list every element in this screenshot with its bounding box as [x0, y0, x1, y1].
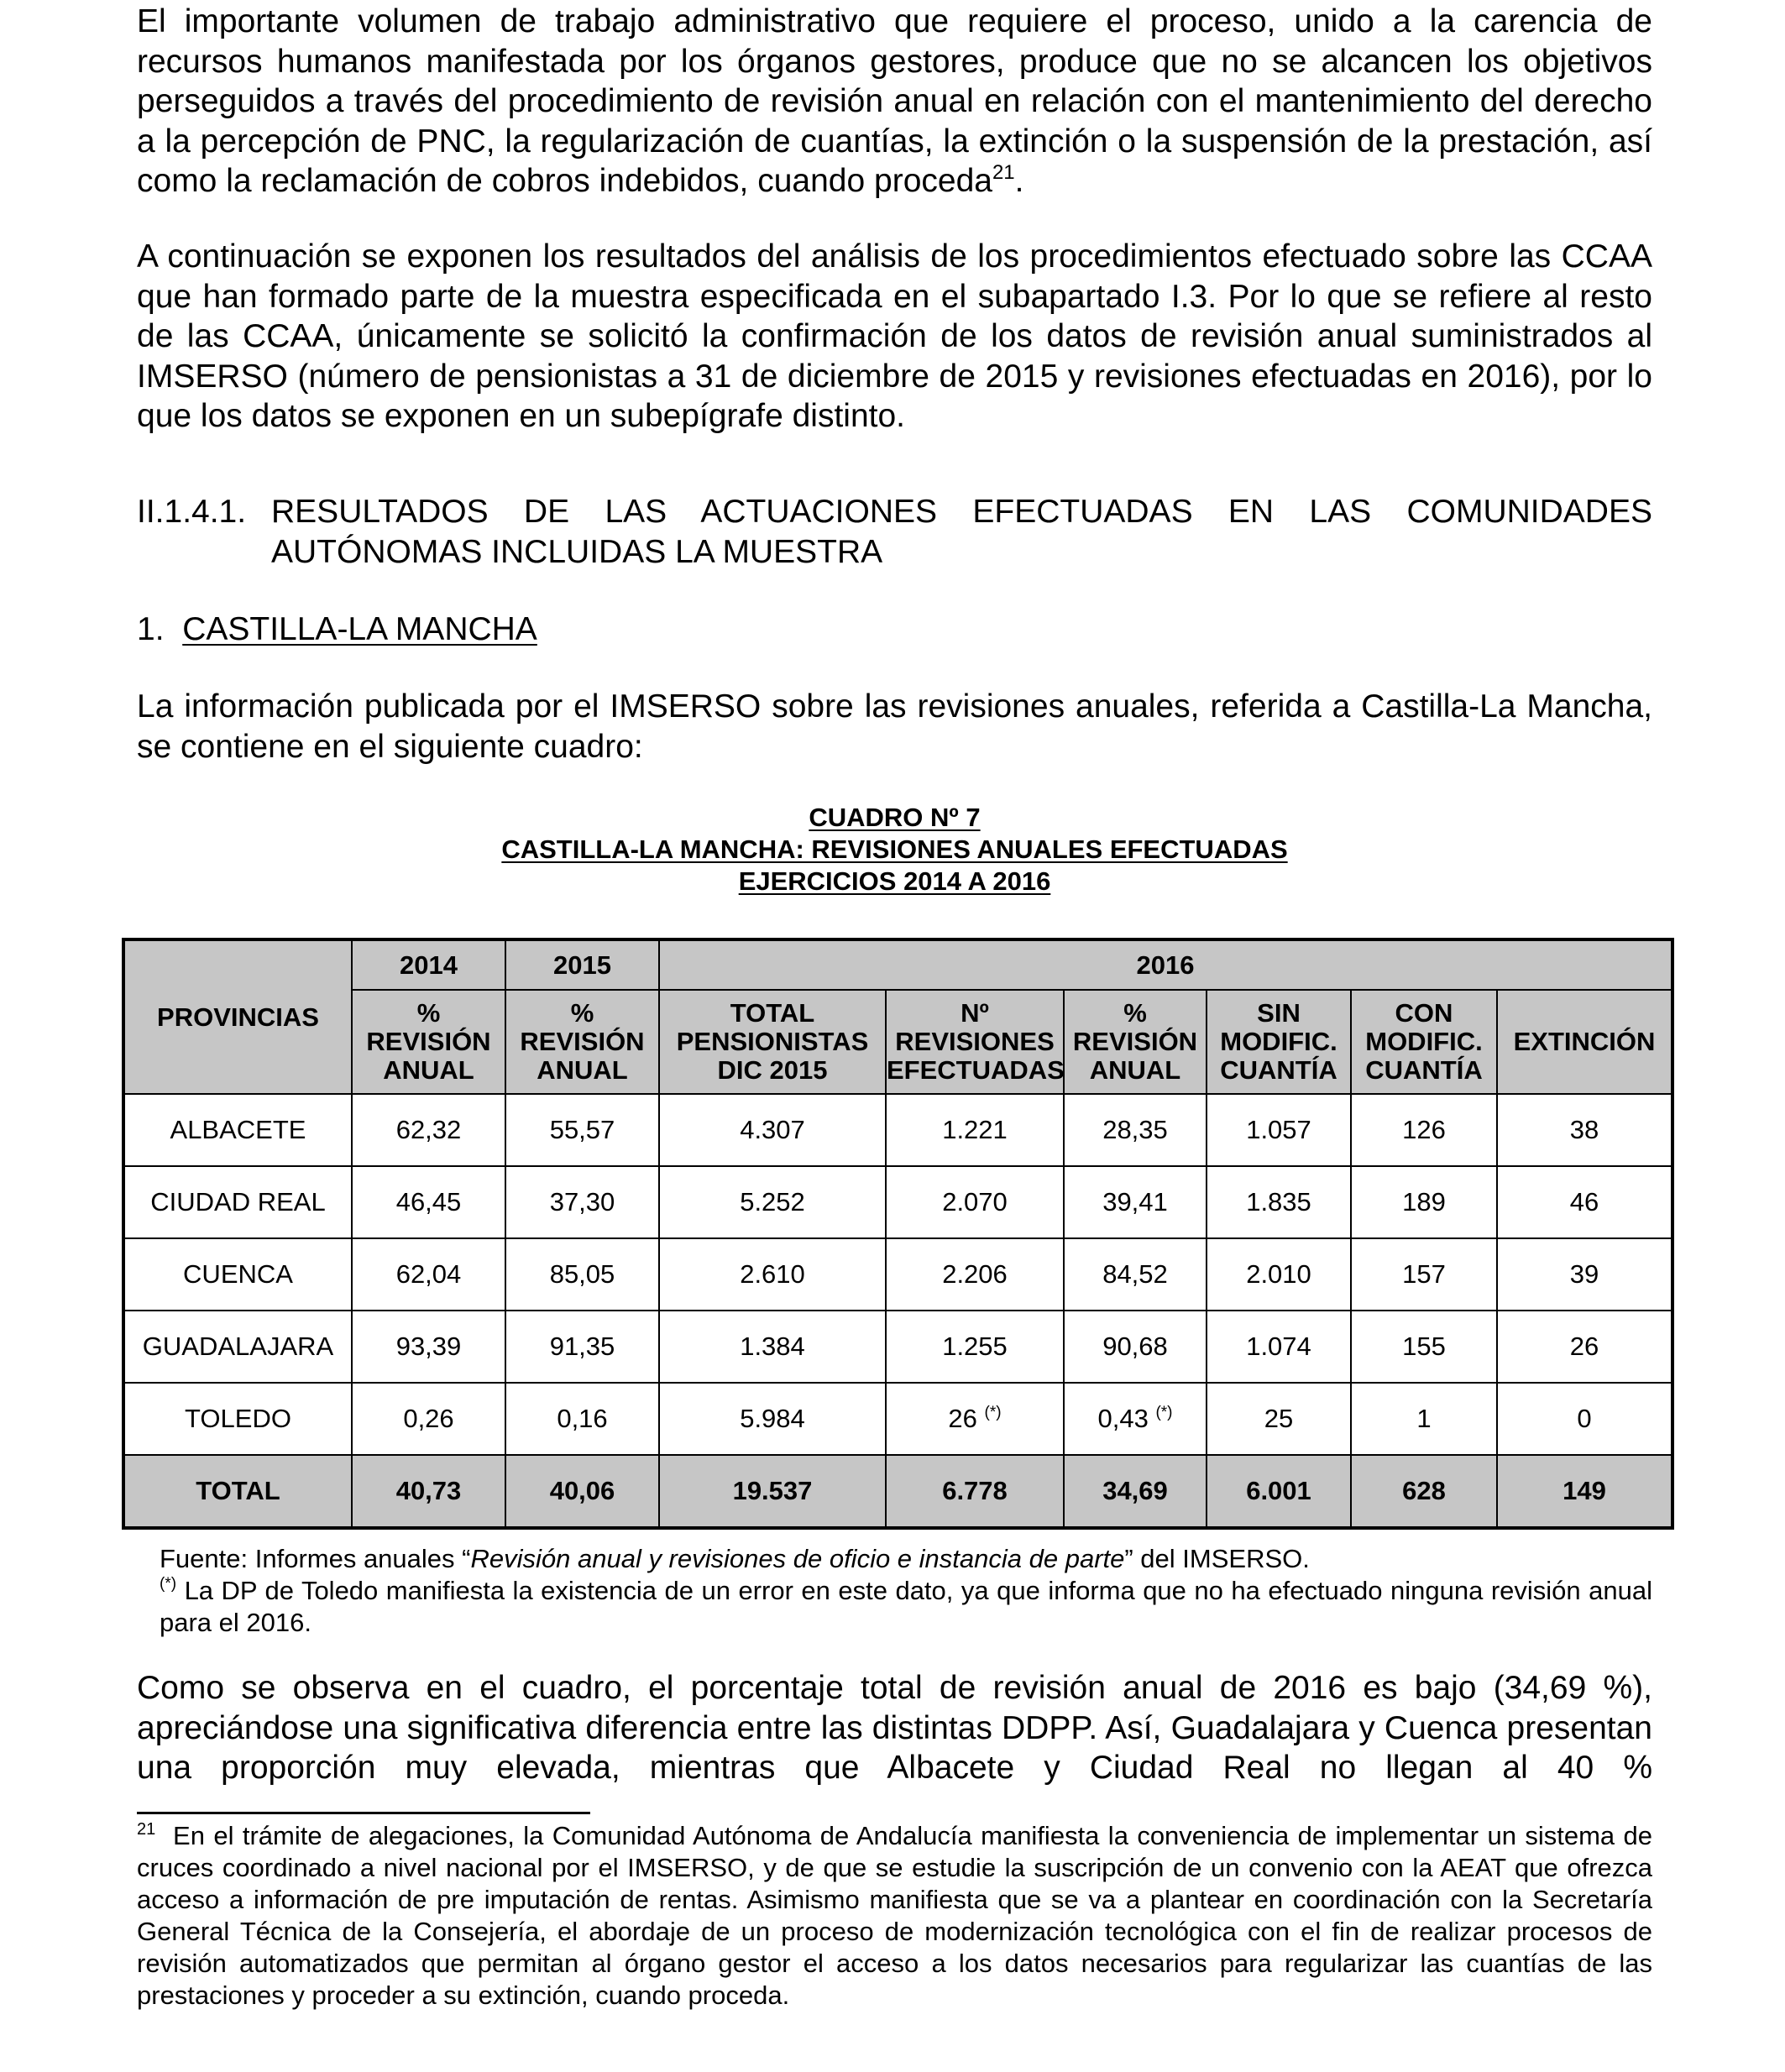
source-suffix: ” del IMSERSO.: [1124, 1544, 1310, 1573]
header-num-revisiones: Nº REVISIONES EFECTUADAS: [886, 990, 1064, 1094]
cell-rev-2016: 28,35: [1064, 1094, 1207, 1166]
subsection-title: [271, 492, 1652, 572]
table-total-row: [123, 1455, 1672, 1528]
table-caption: [137, 802, 1652, 897]
cell-total-pensionistas: 5.984: [659, 1383, 886, 1455]
cell-sin-modif: 1.057: [1207, 1094, 1351, 1166]
section-intro-paragraph: [137, 687, 1652, 767]
cell-total-pensionistas: 2.610: [659, 1238, 886, 1311]
cell-extincion: 0: [1497, 1383, 1672, 1455]
table-row: [123, 1094, 1672, 1166]
error-mark: (*): [984, 1404, 1002, 1421]
header-year-2016: 2016: [659, 939, 1672, 990]
note-mark: (*): [160, 1575, 177, 1593]
note-text: La DP de Toledo manifiesta la existencia de un error en este dato, ya que informa que no ha efectuado ninguna revisión anual para el 2016.: [160, 1576, 1652, 1637]
cell-num-revisiones: 6.778: [886, 1455, 1064, 1528]
section-number: 1.: [137, 611, 165, 647]
cell-sin-modif: 1.074: [1207, 1311, 1351, 1383]
cell-con-modif: 157: [1351, 1238, 1497, 1311]
cell-num-revisiones: 2.070: [886, 1166, 1064, 1238]
cell-rev-2015: 85,05: [505, 1238, 659, 1311]
section-intro-text: La información publicada por el IMSERSO sobre las revisiones anuales, referida a Castilla-La Mancha, se contiene en el siguiente cuadro:: [137, 688, 1652, 765]
table-note: [160, 1575, 1652, 1639]
footnote-text: En el trámite de alegaciones, la Comunidad Autónoma de Andalucía manifiesta la conveniencia de implementar un sistema de cruces coordinado a nivel nacional por el IMSERSO, y de que se estudie la suscripción de un convenio con la AEAT que ofrezca acceso a información de pre imputación de rentas. Asimismo manifiesta que se va a plantear en coordinación con la Secretaría General Técnica de la Consejería, el abordaje de un proceso de modernización tecnológica con el fin de realizar procesos de revisión automatizados que permitan al órgano gestor el acceso a los datos necesarios para regularizar las cuantías de las prestaciones y proceder a su extinción, cuando proceda.: [137, 1821, 1652, 2010]
cell-provincia: GUADALAJARA: [123, 1311, 352, 1383]
cell-sin-modif: 2.010: [1207, 1238, 1351, 1311]
cell-provincia: CIUDAD REAL: [123, 1166, 352, 1238]
cell-rev-2014: 93,39: [352, 1311, 505, 1383]
footnote-separator: [137, 1812, 590, 1814]
header-rev-2015: % REVISIÓN ANUAL: [505, 990, 659, 1094]
table-row: [123, 1238, 1672, 1311]
caption-line-1: CUADRO Nº 7: [809, 803, 981, 832]
intro-paragraph-2-text: A continuación se exponen los resultados del análisis de los procedimientos efectuado sobre las CCAA que han formado parte de la muestra especificada en el subapartado I.3. Por lo que se refiere al resto de las CCAA, únicamente se solicitó la confirmación de los datos de revisión anual suministrados al IMSERSO (número de pensionistas a 31 de diciembre de 2015 y revisiones efectuadas en 2016), por lo que los datos se exponen en un subepígrafe distinto.: [137, 238, 1652, 434]
intro-paragraph-2: [137, 237, 1652, 437]
cell-extincion: 38: [1497, 1094, 1672, 1166]
cell-rev-2016: [1064, 1383, 1207, 1455]
conclusion-paragraph: [137, 1668, 1652, 1788]
cell-provincia: TOTAL: [123, 1455, 352, 1528]
section-heading: [137, 610, 537, 650]
cell-extincion: 26: [1497, 1311, 1672, 1383]
header-year-2015: 2015: [505, 939, 659, 990]
header-extincion: EXTINCIÓN: [1497, 990, 1672, 1094]
subsection-title-line-2: AUTÓNOMAS INCLUIDAS LA MUESTRA: [271, 533, 883, 570]
cell-sin-modif: 25: [1207, 1383, 1351, 1455]
cell-rev-2015: 0,16: [505, 1383, 659, 1455]
intro-paragraph-1-text: El importante volumen de trabajo administrativo que requiere el proceso, unido a la carencia de recursos humanos manifestada por los órganos gestores, produce que no se alcancen los objetivos perseguidos a través del procedimiento de revisión anual en relación con el mantenimiento del derecho a la percepción de PNC, la regularización de cuantías, la extinción o la suspensión de la prestación, así como la reclamación de cobros indebidos, cuando proceda: [137, 3, 1652, 199]
section-title: CASTILLA-LA MANCHA: [182, 611, 537, 647]
revisions-table: [122, 938, 1674, 1530]
footnote-number: 21: [137, 1820, 156, 1839]
cell-extincion: 46: [1497, 1166, 1672, 1238]
cell-num-revisiones: 1.221: [886, 1094, 1064, 1166]
cell-num-revisiones: 2.206: [886, 1238, 1064, 1311]
cell-con-modif: 1: [1351, 1383, 1497, 1455]
cell-extincion: 39: [1497, 1238, 1672, 1311]
table-header-row-years: [123, 939, 1672, 990]
cell-con-modif: 628: [1351, 1455, 1497, 1528]
header-rev-2016: % REVISIÓN ANUAL: [1064, 990, 1207, 1094]
table-row: [123, 1383, 1672, 1455]
cell-total-pensionistas: 19.537: [659, 1455, 886, 1528]
cell-provincia: ALBACETE: [123, 1094, 352, 1166]
error-mark: (*): [1155, 1404, 1173, 1421]
footnote-21: [137, 1820, 1652, 2012]
table-source: [160, 1543, 1652, 1575]
cell-rev-2015: 55,57: [505, 1094, 659, 1166]
cell-sin-modif: 1.835: [1207, 1166, 1351, 1238]
cell-rev-2014: 46,45: [352, 1166, 505, 1238]
header-con-modif: CON MODIFIC. CUANTÍA: [1351, 990, 1497, 1094]
cell-rev-2014: 62,04: [352, 1238, 505, 1311]
cell-rev-2016: 39,41: [1064, 1166, 1207, 1238]
cell-rev-2016-value: 0,43: [1097, 1404, 1149, 1433]
table-row: [123, 1166, 1672, 1238]
cell-num-revisiones-value: 26: [948, 1404, 977, 1433]
cell-rev-2016: 34,69: [1064, 1455, 1207, 1528]
source-title: Revisión anual y revisiones de oficio e instancia de parte: [470, 1544, 1125, 1573]
cell-total-pensionistas: 4.307: [659, 1094, 886, 1166]
cell-total-pensionistas: 5.252: [659, 1166, 886, 1238]
cell-con-modif: 126: [1351, 1094, 1497, 1166]
source-prefix: Fuente: Informes anuales “: [160, 1544, 471, 1573]
cell-rev-2015: 40,06: [505, 1455, 659, 1528]
cell-con-modif: 189: [1351, 1166, 1497, 1238]
cell-rev-2015: 37,30: [505, 1166, 659, 1238]
cell-total-pensionistas: 1.384: [659, 1311, 886, 1383]
subsection-number: II.1.4.1.: [137, 494, 247, 530]
cell-sin-modif: 6.001: [1207, 1455, 1351, 1528]
cell-rev-2016: 90,68: [1064, 1311, 1207, 1383]
table-header-row-columns: [123, 990, 1672, 1094]
header-total-pensionistas: TOTAL PENSIONISTAS DIC 2015: [659, 990, 886, 1094]
header-sin-modif: SIN MODIFIC. CUANTÍA: [1207, 990, 1351, 1094]
intro-paragraph-1: [137, 2, 1652, 201]
cell-extincion: 149: [1497, 1455, 1672, 1528]
conclusion-text: Como se observa en el cuadro, el porcentaje total de revisión anual de 2016 es bajo (34,69 %), apreciándose una significativa diferencia entre las distintas DDPP. Así, Guadalajara y Cuenca presentan una proporción muy elevada, mientras que Albacete y Ciudad Real no llegan al 40 %: [137, 1670, 1652, 1786]
cell-provincia: TOLEDO: [123, 1383, 352, 1455]
header-provincias: PROVINCIAS: [123, 939, 352, 1094]
header-year-2014: 2014: [352, 939, 505, 990]
header-rev-2014: % REVISIÓN ANUAL: [352, 990, 505, 1094]
cell-rev-2014: 62,32: [352, 1094, 505, 1166]
cell-num-revisiones: 1.255: [886, 1311, 1064, 1383]
footnote-ref-21: 21: [992, 161, 1015, 184]
cell-con-modif: 155: [1351, 1311, 1497, 1383]
cell-rev-2014: 40,73: [352, 1455, 505, 1528]
cell-num-revisiones: [886, 1383, 1064, 1455]
subsection-heading: [137, 492, 1652, 572]
table-row: [123, 1311, 1672, 1383]
cell-rev-2014: 0,26: [352, 1383, 505, 1455]
intro-paragraph-1-end: .: [1014, 163, 1024, 199]
caption-line-3: EJERCICIOS 2014 A 2016: [738, 866, 1051, 896]
subsection-title-line-1: RESULTADOS DE LAS ACTUACIONES EFECTUADAS EN LAS COMUNIDADES: [271, 494, 1652, 530]
caption-line-2: CASTILLA-LA MANCHA: REVISIONES ANUALES EFECTUADAS: [501, 835, 1288, 864]
cell-rev-2016: 84,52: [1064, 1238, 1207, 1311]
cell-rev-2015: 91,35: [505, 1311, 659, 1383]
cell-provincia: CUENCA: [123, 1238, 352, 1311]
